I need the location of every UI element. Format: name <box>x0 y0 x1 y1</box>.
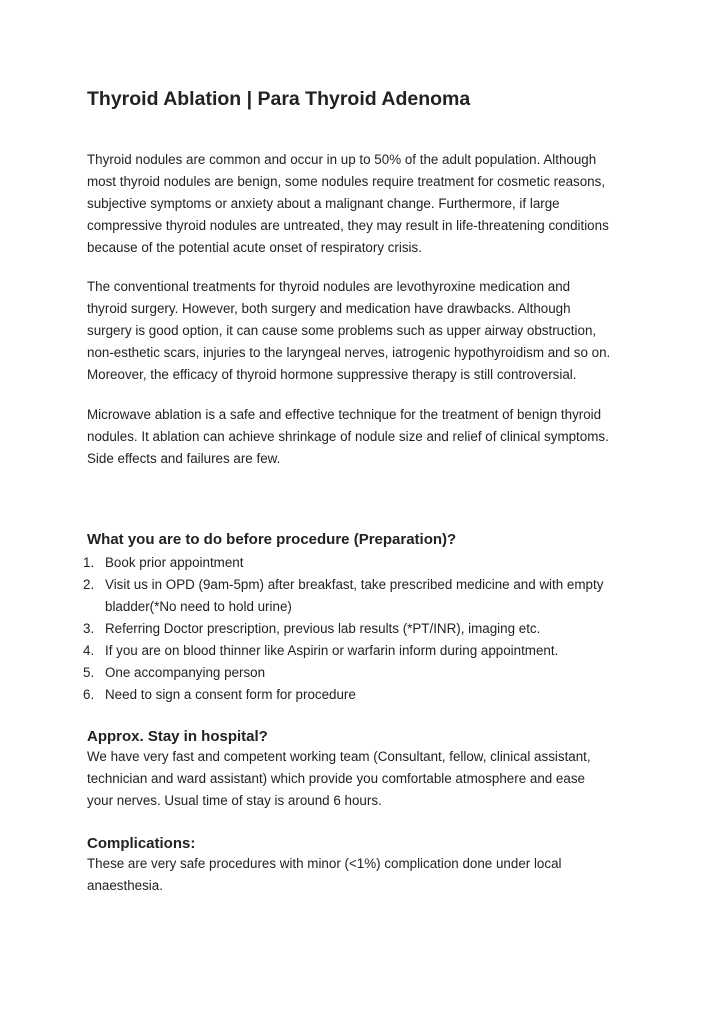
microwave-line: nodules. It ablation can achieve shrinkage of nodule size and relief of clinical symptoms. <box>87 429 609 444</box>
list-item <box>83 684 643 706</box>
microwave-paragraph <box>87 404 647 470</box>
intro-line: most thyroid nodules are benign, some nodules require treatment for cosmetic reasons, <box>87 174 606 189</box>
list-number: 1. <box>83 555 95 570</box>
list-item-text: Need to sign a consent form for procedure <box>105 687 356 702</box>
intro-line: compressive thyroid nodules are untreated, they may result in life-threatening conditions <box>87 218 609 233</box>
list-item <box>83 552 643 574</box>
conventional-line: thyroid surgery. However, both surgery and medication have drawbacks. Although <box>87 301 571 316</box>
page-title: Thyroid Ablation | Para Thyroid Adenoma <box>87 88 471 110</box>
list-number: 4. <box>83 643 95 658</box>
stay-line: your nerves. Usual time of stay is around 6 hours. <box>87 793 382 808</box>
stay-line: technician and ward assistant) which provide you comfortable atmosphere and ease <box>87 771 585 786</box>
conventional-paragraph <box>87 276 647 386</box>
list-number: 6. <box>83 687 95 702</box>
list-item-text: Visit us in OPD (9am-5pm) after breakfast, take prescribed medicine and with empty <box>105 577 604 592</box>
list-number: 2. <box>83 577 95 592</box>
conventional-line: Moreover, the efficacy of thyroid hormone suppressive therapy is still controversial. <box>87 367 577 382</box>
list-item <box>83 574 643 618</box>
intro-paragraph <box>87 149 647 259</box>
complications-heading: Complications: <box>87 835 196 852</box>
stay-line: We have very fast and competent working team (Consultant, fellow, clinical assistant, <box>87 749 591 764</box>
microwave-line: Microwave ablation is a safe and effective technique for the treatment of benign thyroid <box>87 407 602 422</box>
stay-paragraph <box>87 746 647 812</box>
intro-line: Thyroid nodules are common and occur in up to 50% of the adult population. Although <box>87 152 597 167</box>
conventional-line: The conventional treatments for thyroid nodules are levothyroxine medication and <box>87 279 571 294</box>
intro-line: because of the potential acute onset of respiratory crisis. <box>87 240 422 255</box>
list-item-text: bladder(*No need to hold urine) <box>105 599 292 614</box>
list-item-text: Referring Doctor prescription, previous lab results (*PT/INR), imaging etc. <box>105 621 541 636</box>
list-item-text: Book prior appointment <box>105 555 244 570</box>
stay-heading: Approx. Stay in hospital? <box>87 728 268 745</box>
list-number: 3. <box>83 621 95 636</box>
list-number: 5. <box>83 665 95 680</box>
preparation-heading: What you are to do before procedure (Preparation)? <box>87 531 457 548</box>
list-item-text: One accompanying person <box>105 665 266 680</box>
list-item-text: If you are on blood thinner like Aspirin or warfarin inform during appointment. <box>105 643 559 658</box>
complications-paragraph <box>87 853 647 897</box>
intro-line: subjective symptoms or anxiety about a malignant change. Furthermore, if large <box>87 196 560 211</box>
complications-line: anaesthesia. <box>87 878 163 893</box>
microwave-line: Side effects and failures are few. <box>87 451 281 466</box>
list-item <box>83 662 643 684</box>
list-item <box>83 618 643 640</box>
preparation-list <box>83 552 643 706</box>
list-item <box>83 640 643 662</box>
conventional-line: surgery is good option, it can cause some problems such as upper airway obstruction, <box>87 323 597 338</box>
complications-line: These are very safe procedures with minor (<1%) complication done under local <box>87 856 562 871</box>
conventional-line: non-esthetic scars, injuries to the laryngeal nerves, iatrogenic hypothyroidism and so on. <box>87 345 611 360</box>
